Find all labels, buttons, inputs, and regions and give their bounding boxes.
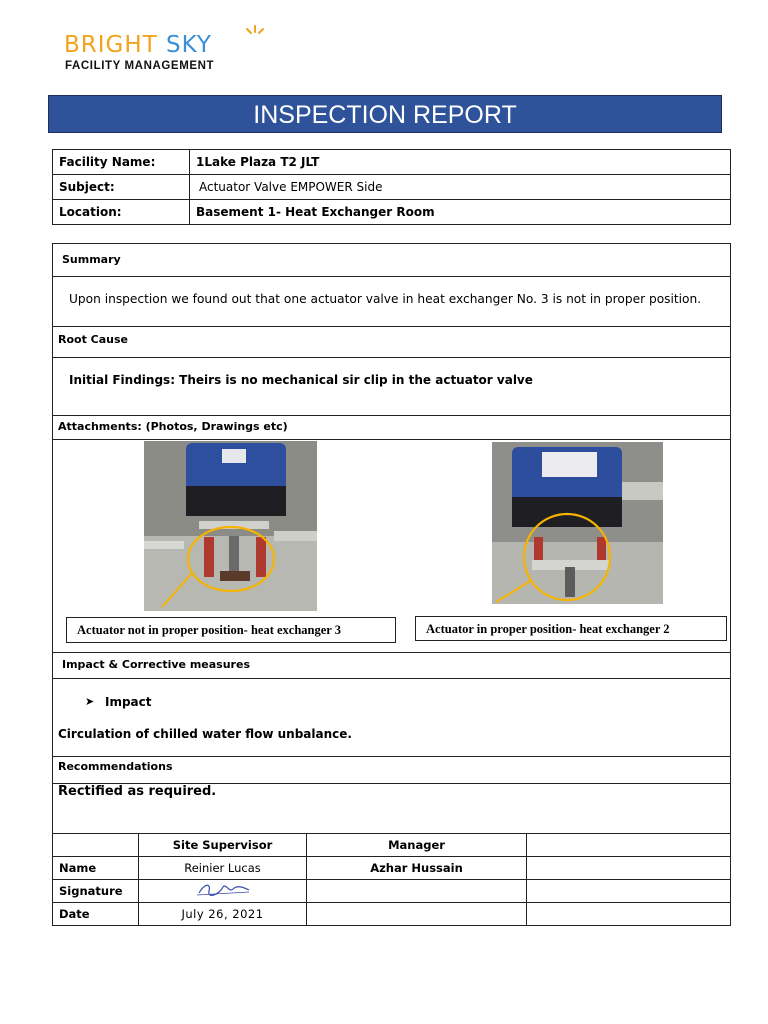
divider xyxy=(53,357,730,358)
divider xyxy=(53,652,730,653)
table-row xyxy=(53,150,731,175)
arrow-bullet-icon: ➤ xyxy=(85,695,95,708)
summary-label: Summary xyxy=(62,253,121,266)
photo-actuator-hx2 xyxy=(492,442,663,604)
signature-image xyxy=(193,881,253,899)
table-row xyxy=(53,903,731,926)
supervisor-signature xyxy=(139,880,307,903)
facility-name-value: 1Lake Plaza T2 JLT xyxy=(190,150,731,175)
supervisor-date: July 26, 2021 xyxy=(139,903,307,926)
signature-extra-cell xyxy=(527,880,731,903)
divider xyxy=(53,415,730,416)
root-cause-label: Root Cause xyxy=(58,333,129,346)
signoff-table xyxy=(52,833,731,926)
facility-name-label: Facility Name: xyxy=(53,150,190,175)
table-row xyxy=(53,834,731,857)
impact-text: Circulation of chilled water flow unbalance. xyxy=(58,727,352,741)
report-body xyxy=(52,243,731,834)
date-label: Date xyxy=(53,903,139,926)
photo-caption-hx3: Actuator not in proper position- heat exchanger 3 xyxy=(66,617,396,643)
divider xyxy=(53,439,730,440)
report-title-banner: INSPECTION REPORT xyxy=(48,95,722,133)
name-extra-cell xyxy=(527,857,731,880)
table-row xyxy=(53,880,731,903)
impact-bullet-text: Impact xyxy=(105,695,152,709)
logo-wordmark xyxy=(64,31,212,59)
logo-word-sky: SKY xyxy=(166,32,212,58)
company-logo xyxy=(64,26,264,76)
manager-name: Azhar Hussain xyxy=(307,857,527,880)
location-label: Location: xyxy=(53,200,190,225)
impact-label: Impact & Corrective measures xyxy=(62,658,250,671)
signoff-header-extra xyxy=(527,834,731,857)
table-row xyxy=(53,175,731,200)
subject-label: Subject: xyxy=(53,175,190,200)
signoff-header-blank xyxy=(53,834,139,857)
table-row xyxy=(53,200,731,225)
root-cause-text: Initial Findings: Theirs is no mechanical sir clip in the actuator valve xyxy=(69,373,533,387)
summary-text: Upon inspection we found out that one actuator valve in heat exchanger No. 3 is not in proper position. xyxy=(69,292,702,306)
divider xyxy=(53,276,730,277)
manager-signature xyxy=(307,880,527,903)
table-row xyxy=(53,857,731,880)
attachments-label: Attachments: (Photos, Drawings etc) xyxy=(58,420,288,433)
location-value: Basement 1- Heat Exchanger Room xyxy=(190,200,731,225)
divider xyxy=(53,678,730,679)
subject-value-text: Actuator Valve EMPOWER Side xyxy=(199,180,383,194)
photo-caption-hx2: Actuator in proper position- heat exchanger 2 xyxy=(415,616,727,641)
facility-info-table xyxy=(52,149,731,225)
photo-actuator-hx3 xyxy=(144,441,317,611)
signature-label: Signature xyxy=(53,880,139,903)
sun-icon xyxy=(242,24,268,40)
actuator-photo-image xyxy=(144,441,317,611)
signoff-header-supervisor: Site Supervisor xyxy=(139,834,307,857)
subject-value xyxy=(190,175,731,200)
divider xyxy=(53,326,730,327)
signoff-header-manager: Manager xyxy=(307,834,527,857)
actuator-photo-image xyxy=(492,442,663,604)
logo-word-bright: BRIGHT xyxy=(64,32,158,58)
logo-subtitle: FACILITY MANAGEMENT xyxy=(65,60,215,72)
recommendations-text: Rectified as required. xyxy=(58,784,217,799)
manager-date xyxy=(307,903,527,926)
recommendations-label: Recommendations xyxy=(58,760,173,773)
divider xyxy=(53,756,730,757)
date-extra-cell xyxy=(527,903,731,926)
supervisor-name: Reinier Lucas xyxy=(139,857,307,880)
name-label: Name xyxy=(53,857,139,880)
